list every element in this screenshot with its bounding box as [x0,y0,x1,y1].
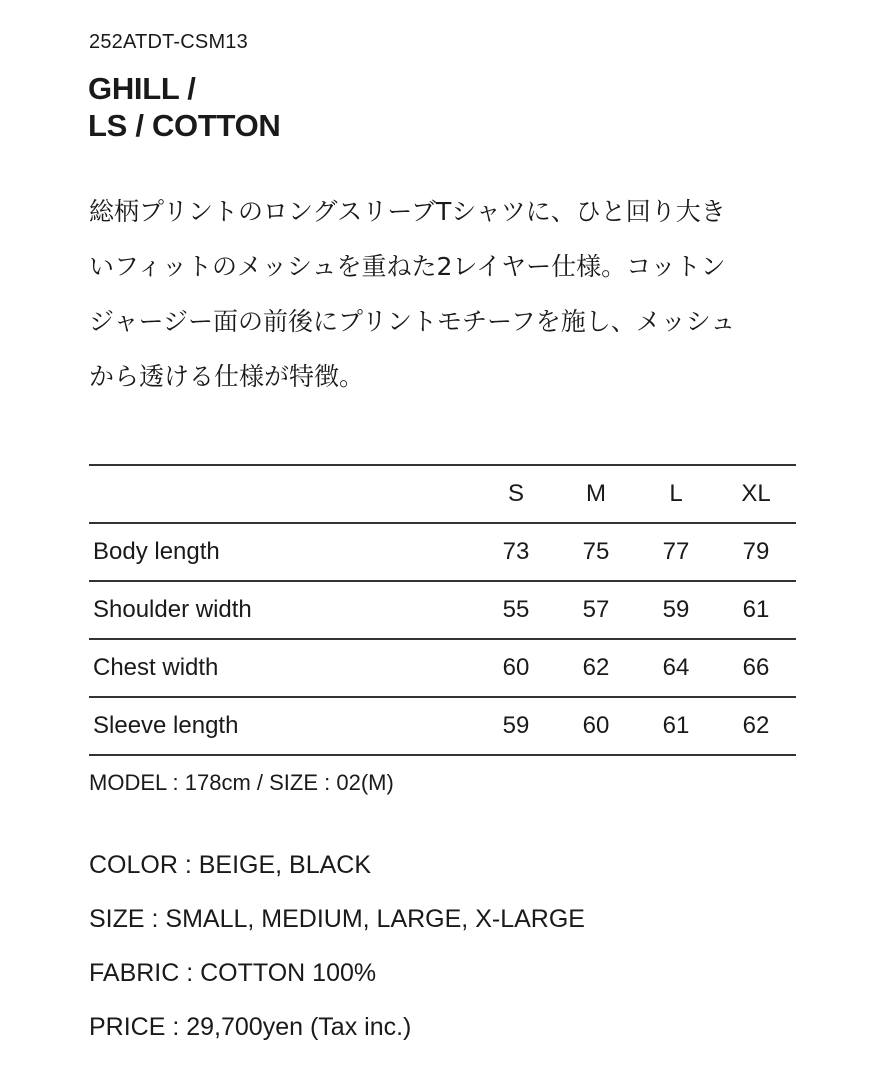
product-code: 252ATDT-CSM13 [89,31,248,53]
table-cell: 64 [636,639,716,697]
table-cell: 61 [636,697,716,755]
price-info: PRICE : 29,700yen (Tax inc.) [89,1013,412,1041]
table-row [89,639,796,697]
table-cell: 66 [716,639,796,697]
row-label-shoulder-width: Shoulder width [89,581,476,639]
table-cell: 62 [556,639,636,697]
size-header-blank [89,465,476,523]
product-title-line-1: GHILL / [88,71,196,106]
table-cell: 79 [716,523,796,581]
fabric-info: FABRIC : COTTON 100% [89,959,377,987]
description-line: ジャージー面の前後にプリントモチーフを施し、メッシュ [89,307,736,336]
table-row [89,697,796,755]
row-label-sleeve-length: Sleeve length [89,697,476,755]
table-cell: 55 [476,581,556,639]
size-header-s: S [476,465,556,523]
description-line: 総柄プリントのロングスリーブTシャツに、ひと回り大き [89,197,726,226]
size-header-m: M [556,465,636,523]
product-description [89,184,799,404]
table-cell: 60 [556,697,636,755]
size-header-l: L [636,465,716,523]
table-cell: 59 [476,697,556,755]
table-row [89,581,796,639]
size-header-row [89,465,796,523]
size-header-xl: XL [716,465,796,523]
table-cell: 61 [716,581,796,639]
table-cell: 57 [556,581,636,639]
table-cell: 62 [716,697,796,755]
row-label-body-length: Body length [89,523,476,581]
description-line: から透ける仕様が特徴。 [89,362,365,391]
table-row [89,523,796,581]
table-cell: 59 [636,581,716,639]
table-cell: 75 [556,523,636,581]
size-chart-table [89,464,796,756]
table-cell: 77 [636,523,716,581]
table-cell: 73 [476,523,556,581]
color-info: COLOR : BEIGE, BLACK [89,851,372,879]
model-info: MODEL : 178cm / SIZE : 02(M) [89,770,394,795]
product-title [88,70,280,144]
table-cell: 60 [476,639,556,697]
size-info: SIZE : SMALL, MEDIUM, LARGE, X-LARGE [89,905,585,933]
description-line: いフィットのメッシュを重ねた2レイヤー仕様。コットン [89,252,726,281]
row-label-chest-width: Chest width [89,639,476,697]
product-title-line-2: LS / COTTON [88,108,281,143]
